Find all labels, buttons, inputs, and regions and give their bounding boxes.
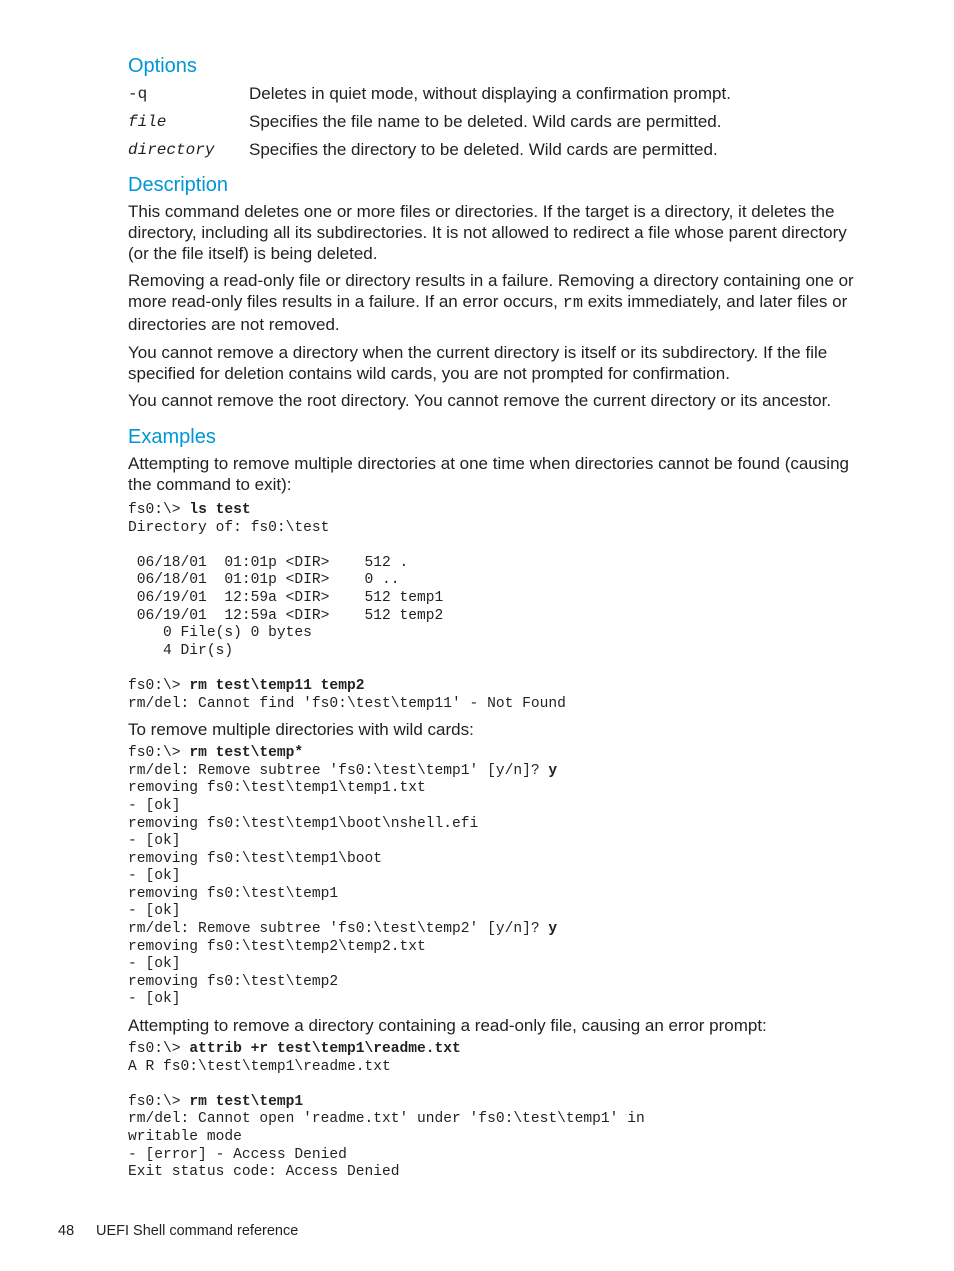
description-paragraph: This command deletes one or more files or directories. If the target is a directory, it deletes the directory, including all its subdirectories. It is not allowed to redirect a file whose parent directory (or the file itself) is being deleted. bbox=[128, 202, 847, 263]
option-name: file bbox=[128, 113, 167, 131]
description-paragraph: You cannot remove a directory when the current directory is itself or its subdirectory. If the file specified for deletion contains wild cards, you are not prompted for confirmation. bbox=[128, 343, 828, 383]
example-intro: To remove multiple directories with wild cards: bbox=[128, 720, 474, 740]
options-heading: Options bbox=[128, 55, 197, 77]
command: rm test\temp11 temp2 bbox=[189, 677, 365, 694]
command: rm test\temp1 bbox=[189, 1093, 304, 1110]
command: ls test bbox=[189, 502, 251, 518]
option-desc: Deletes in quiet mode, without displaying a confirmation prompt. bbox=[249, 84, 731, 103]
command: attrib +r test\temp1\readme.txt bbox=[189, 1041, 461, 1058]
description-heading: Description bbox=[128, 174, 229, 196]
code-block: fs0:\> rm test\temp* rm/del: Remove subtree 'fs0:\test\temp1' [y/n]? y removing fs0:\test\temp1\temp1.txt - [ok] removing fs0:\test\temp1\boot\nshell.efi - [ok] removing fs0:\test\temp1\boot - [ok] removing fs0:\test\temp1 - [ok] rm/del: Remove subtree 'fs0:\test\temp2' [y/n]? y removing fs0:\test\temp2\temp2.txt - [ok] removing fs0:\test\temp2 - [ok] bbox=[128, 745, 558, 1008]
example-intro: Attempting to remove a directory containing a read-only file, causing an error prompt: bbox=[128, 1016, 767, 1036]
option-desc: Specifies the file name to be deleted. Wild cards are permitted. bbox=[249, 112, 722, 131]
page-number: 48 bbox=[58, 1223, 75, 1239]
command: rm test\temp* bbox=[189, 745, 304, 762]
example-intro: Attempting to remove multiple directories at one time when directories cannot be found (causing the command to exit): bbox=[128, 454, 849, 494]
page-footer bbox=[58, 1222, 298, 1240]
option-name: -q bbox=[128, 85, 148, 103]
option-row bbox=[128, 108, 868, 136]
footer-title: UEFI Shell command reference bbox=[96, 1223, 299, 1239]
description-paragraph: You cannot remove the root directory. You cannot remove the current directory or its ancestor. bbox=[128, 391, 832, 410]
code-block: fs0:\> attrib +r test\temp1\readme.txt A R fs0:\test\temp1\readme.txt fs0:\> rm test\temp1 rm/del: Cannot open 'readme.txt' under 'fs0:\test\temp1' in writable mode - [error] - Access Denied Exit status code: Access Denied bbox=[128, 1041, 645, 1181]
options-list bbox=[128, 80, 868, 164]
option-row bbox=[128, 80, 868, 108]
code-block: fs0:\> ls test Directory of: fs0:\test 06/18/01 01:01p <DIR> 512 . 06/18/01 01:01p <DIR> 0 .. 06/19/01 12:59a <DIR> 512 temp1 06/19/01 12:59a <DIR> 512 temp2 0 File(s) 0 bytes 4 Dir(s) fs0:\> rm test\temp11 temp2 rm/del: Cannot find 'fs0:\test\temp11' - Not Found bbox=[128, 502, 566, 712]
page-content bbox=[128, 54, 868, 1182]
description-paragraph: Removing a read-only file or directory results in a failure. Removing a directory containing one or more read-only files results in a failure. If an error occurs, rm exits immediately, and later files or directories are not removed. bbox=[128, 271, 854, 334]
option-desc: Specifies the directory to be deleted. Wild cards are permitted. bbox=[249, 140, 718, 159]
option-row bbox=[128, 136, 868, 164]
user-answer: y bbox=[548, 921, 558, 938]
option-name: directory bbox=[128, 141, 215, 159]
user-answer: y bbox=[548, 762, 558, 779]
inline-code: rm bbox=[562, 294, 584, 313]
examples-heading: Examples bbox=[128, 426, 216, 448]
